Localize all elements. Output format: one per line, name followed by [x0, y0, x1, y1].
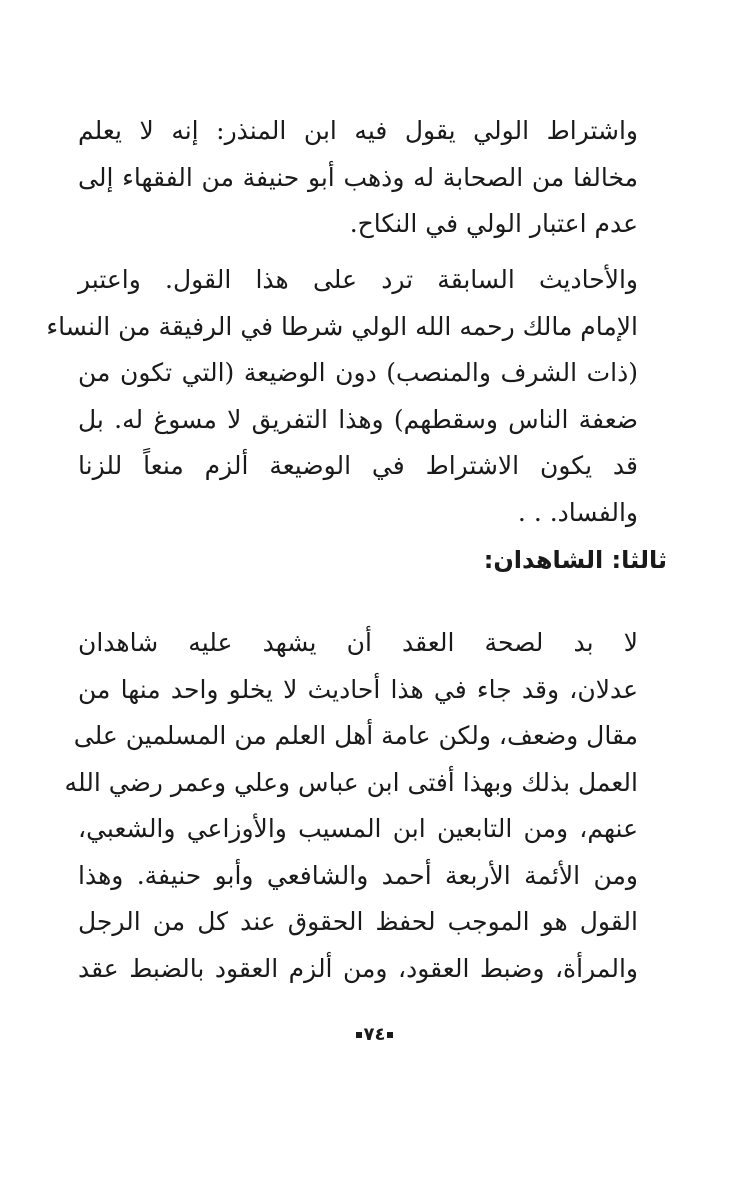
text-line: مقال وضعف، ولكن عامة أهل العلم من المسلمين على [73, 721, 638, 750]
text-line: والمرأة، وضبط العقود، ومن ألزم العقود بالضبط عقد [78, 953, 638, 983]
text-line: قد يكون الاشتراط في الوضيعة ألزم منعاً للزنا [78, 451, 638, 480]
text-line: العمل بذلك وبهذا أفتى ابن عباس وعلي وعمر رضي الله [64, 767, 638, 797]
text-line: عنهم، ومن التابعين ابن المسيب والأوزاعي والشعبي، [78, 814, 638, 843]
text-line: عدم اعتبار الولي في النكاح. [349, 209, 638, 238]
section-heading: ثالثا: الشاهدان: [483, 546, 667, 574]
page-number-value: ٧٤ [363, 1024, 386, 1045]
paragraph-witnesses [64, 620, 674, 992]
text-line: عدلان، وقد جاء في هذا أحاديث لا يخلو واحد منها من [78, 674, 638, 704]
text-line: ضعفة الناس وسقطهم) وهذا التفريق لا مسوغ له. بل [78, 404, 638, 434]
text-line: والفساد. . . [517, 497, 638, 527]
text-line: ومن الأئمة الأربعة أحمد والشافعي وأبو حنيفة. وهذا [78, 860, 638, 890]
paragraph-wali-condition [78, 108, 674, 248]
page-number [0, 1024, 749, 1045]
text-line: والأحاديث السابقة ترد على هذا القول. واعتبر [78, 265, 638, 294]
text-line: الإمام مالك رحمه الله الولي شرطا في الرفيقة من النساء [46, 311, 638, 341]
text-line: القول هو الموجب لحفظ الحقوق عند كل من الرجل [78, 907, 638, 936]
text-line: مخالفا من الصحابة له وذهب أبو حنيفة من الفقهاء إلى [78, 162, 638, 192]
text-line: لا بد لصحة العقد أن يشهد عليه شاهدان [78, 628, 638, 657]
text-line: واشتراط الولي يقول فيه ابن المنذر: إنه لا يعلم [78, 116, 638, 145]
dot-ornament [356, 1032, 362, 1038]
text-line: (ذات الشرف والمنصب) دون الوضيعة (التي تكون من [78, 358, 638, 387]
dot-ornament [387, 1032, 393, 1038]
paragraph-hadith-response [46, 257, 674, 536]
